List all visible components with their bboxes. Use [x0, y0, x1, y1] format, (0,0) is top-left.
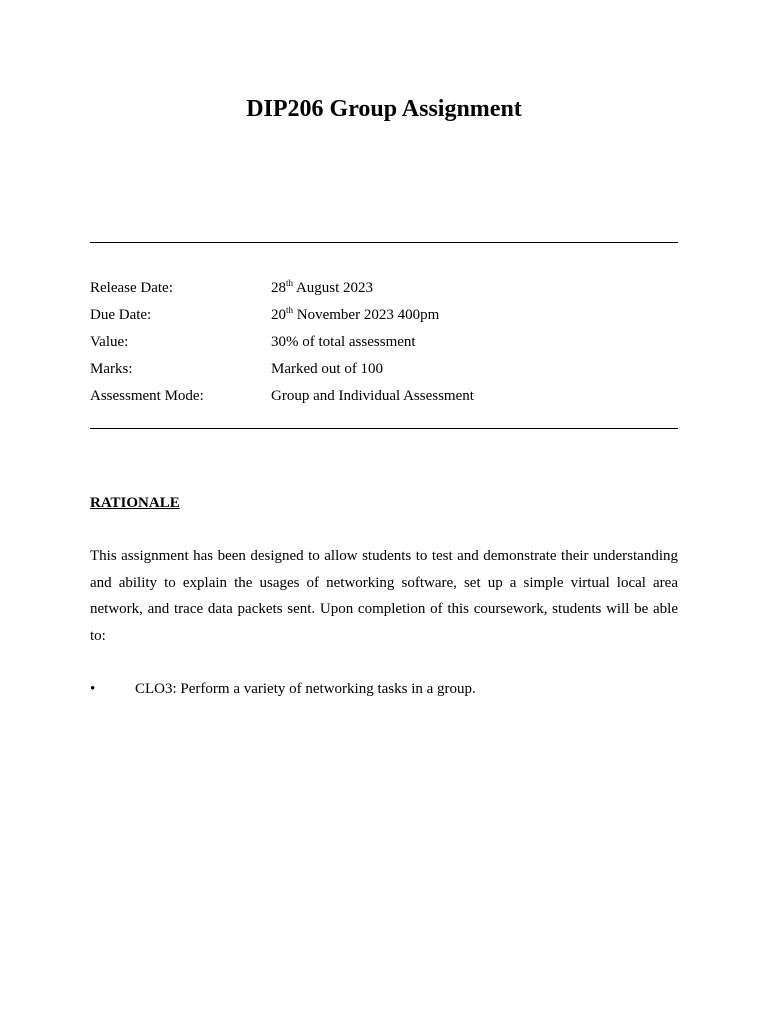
- list-item: [90, 678, 678, 700]
- release-date-month-year: August 2023: [293, 280, 374, 296]
- assessment-mode-label: Assessment Mode:: [90, 388, 204, 404]
- marks-value: Marked out of 100: [271, 361, 384, 377]
- assessment-mode-value: Group and Individual Assessment: [271, 388, 474, 404]
- top-divider: [90, 242, 678, 243]
- due-date-month-year-time: November 2023 400pm: [293, 307, 440, 323]
- release-date-suffix: th: [286, 278, 294, 288]
- list-item-text: CLO3: Perform a variety of networking tasks in a group.: [135, 681, 476, 697]
- release-date-label: Release Date:: [90, 280, 173, 296]
- release-date-day: 28: [271, 280, 286, 296]
- value-label: Value:: [90, 334, 129, 350]
- due-date-row: [90, 304, 678, 331]
- assessment-mode-row: [90, 385, 678, 412]
- bullet-icon: •: [90, 681, 96, 697]
- document-title: DIP206 Group Assignment: [246, 96, 522, 122]
- due-date-label: Due Date:: [90, 307, 152, 323]
- assignment-details: [90, 277, 678, 412]
- marks-row: [90, 358, 678, 385]
- value-value: 30% of total assessment: [271, 334, 416, 350]
- rationale-paragraph: This assignment has been designed to allow students to test and demonstrate their understanding and ability to explain the usages of networking software, set up a simple virtual local area network, and trace data packets sent. Upon completion of this coursework, students will be able to:: [90, 548, 678, 644]
- marks-label: Marks:: [90, 361, 133, 377]
- due-date-value: [271, 304, 678, 331]
- due-date-suffix: th: [286, 305, 294, 315]
- bottom-divider: [90, 428, 678, 429]
- value-row: [90, 331, 678, 358]
- rationale-heading: RATIONALE: [90, 495, 180, 511]
- due-date-day: 20: [271, 307, 286, 323]
- release-date-value: [271, 277, 678, 304]
- learning-outcomes-list: [90, 678, 678, 700]
- release-date-row: [90, 277, 678, 304]
